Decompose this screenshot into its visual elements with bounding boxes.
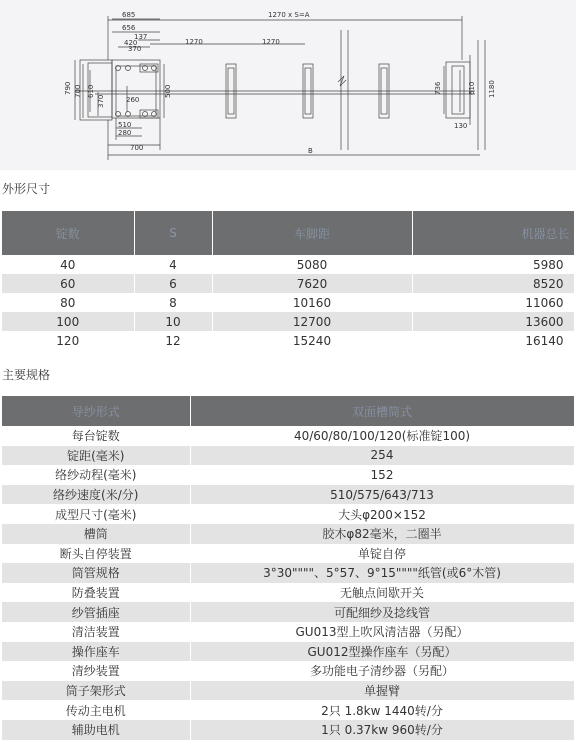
table-header-row (2, 211, 574, 255)
table-cell: 12700 (212, 312, 412, 331)
table-cell: 10160 (212, 293, 412, 312)
spec-name: 槽筒 (2, 524, 190, 544)
dim-label: 700 (130, 144, 144, 152)
spec-value: 多功能电子清纱器（另配） (190, 661, 574, 681)
dim-label: 500 (164, 84, 172, 98)
dim-label: B (308, 147, 313, 155)
dim-label: 736 (434, 81, 442, 95)
spec-value: 2只 1.8kw 1440转/分 (190, 700, 574, 720)
table-cell: 80 (2, 293, 134, 312)
table-cell: 15240 (212, 331, 412, 350)
table-row (2, 504, 574, 524)
spec-value: 510/575/643/713 (190, 485, 574, 505)
table-row (2, 312, 574, 331)
table-row (2, 622, 574, 642)
spec-name: 纱管插座 (2, 602, 190, 622)
spec-value: 单握臂 (190, 681, 574, 701)
spec-value: 胶木φ82毫米，二圈半 (190, 524, 574, 544)
dim-label: 1270 (185, 38, 203, 46)
dim-label: 420 (124, 39, 138, 47)
table-row (2, 602, 574, 622)
dim-label: 130 (454, 122, 468, 130)
table-row (2, 720, 574, 740)
spec-name: 传动主电机 (2, 700, 190, 720)
dim-label: 370 (97, 94, 105, 108)
column-header: 锭数 (2, 211, 134, 255)
dim-label: 656 (122, 24, 136, 32)
dim-label-total: 1270 x S=A (268, 11, 310, 19)
table-cell: 60 (2, 274, 134, 293)
table-cell: 8 (134, 293, 212, 312)
dim-label: 685 (122, 11, 136, 19)
table-cell: 5980 (412, 255, 574, 274)
column-header: 车脚距 (212, 211, 412, 255)
table-row (2, 661, 574, 681)
spec-value: 3°30""""、5°57、9°15""""纸管(或6°木管) (190, 563, 574, 583)
spec-value: 152 (190, 465, 574, 485)
table-cell: 13600 (412, 312, 574, 331)
table-cell: 8520 (412, 274, 574, 293)
table-cell: 16140 (412, 331, 574, 350)
table-header-row (2, 396, 574, 426)
table-row (2, 331, 574, 350)
dim-label: 790 (64, 81, 72, 95)
spec-name: 筒子架形式 (2, 681, 190, 701)
spec-value: 可配细纱及捻线管 (190, 602, 574, 622)
spec-name: 断头自停装置 (2, 544, 190, 564)
table-row (2, 563, 574, 583)
spec-name: 络纱速度(米/分) (2, 485, 190, 505)
table-row (2, 485, 574, 505)
dim-label: 700 (74, 84, 82, 98)
dimensions-table (2, 211, 575, 350)
dim-label: 1180 (488, 80, 496, 98)
table-row (2, 681, 574, 701)
table-row (2, 700, 574, 720)
table-cell: 6 (134, 274, 212, 293)
spec-value: 无触点间歇开关 (190, 583, 574, 603)
table-row (2, 274, 574, 293)
table-cell: 11060 (412, 293, 574, 312)
table-row (2, 446, 574, 466)
table-cell: 100 (2, 312, 134, 331)
table-cell: 10 (134, 312, 212, 331)
spec-name: 筒管规格 (2, 563, 190, 583)
table-cell: 12 (134, 331, 212, 350)
dim-label: 137 (134, 33, 148, 41)
dim-label: 510 (118, 121, 132, 129)
technical-drawing (0, 0, 576, 170)
column-header: 双面槽筒式 (190, 396, 574, 426)
spec-name: 锭距(毫米) (2, 446, 190, 466)
spec-value: 大头φ200×152 (190, 504, 574, 524)
spec-table (2, 396, 575, 740)
table-row (2, 544, 574, 564)
table-row (2, 426, 574, 446)
table-row (2, 465, 574, 485)
column-header: 导纱形式 (2, 396, 190, 426)
table-cell: 4 (134, 255, 212, 274)
spec-name: 每台锭数 (2, 426, 190, 446)
dim-label: 280 (118, 129, 132, 137)
dim-label: 370 (128, 45, 142, 53)
spec-value: GU012型操作座车（另配） (190, 642, 574, 662)
dim-label: 1270 (262, 38, 280, 46)
table-cell: 120 (2, 331, 134, 350)
spec-value: 单锭自停 (190, 544, 574, 564)
spec-name: 清洁装置 (2, 622, 190, 642)
dim-label: 260 (126, 96, 140, 104)
spec-value: GU013型上吹风清洁器（另配） (190, 622, 574, 642)
spec-value: 1只 0.37kw 960转/分 (190, 720, 574, 740)
table-cell: 7620 (212, 274, 412, 293)
column-header: S (134, 211, 212, 255)
table-cell: 40 (2, 255, 134, 274)
table-row (2, 583, 574, 603)
table-row (2, 524, 574, 544)
spec-name: 辅助电机 (2, 720, 190, 740)
table-row (2, 255, 574, 274)
spec-section-title: 主要规格 (2, 368, 51, 382)
spec-name: 清纱装置 (2, 661, 190, 681)
column-header: 机器总长 (412, 211, 574, 255)
dim-label: 610 (468, 81, 476, 95)
machine-outline-diagram (0, 0, 576, 170)
spec-value: 40/60/80/100/120(标准锭100) (190, 426, 574, 446)
spec-name: 成型尺寸(毫米) (2, 504, 190, 524)
table-cell: 5080 (212, 255, 412, 274)
spec-name: 操作座车 (2, 642, 190, 662)
spec-name: 防叠装置 (2, 583, 190, 603)
table-row (2, 293, 574, 312)
spec-name: 络纱动程(毫米) (2, 465, 190, 485)
table-row (2, 642, 574, 662)
dimensions-section-title: 外形尺寸 (2, 182, 51, 196)
dim-label: 610 (87, 84, 95, 98)
spec-value: 254 (190, 446, 574, 466)
